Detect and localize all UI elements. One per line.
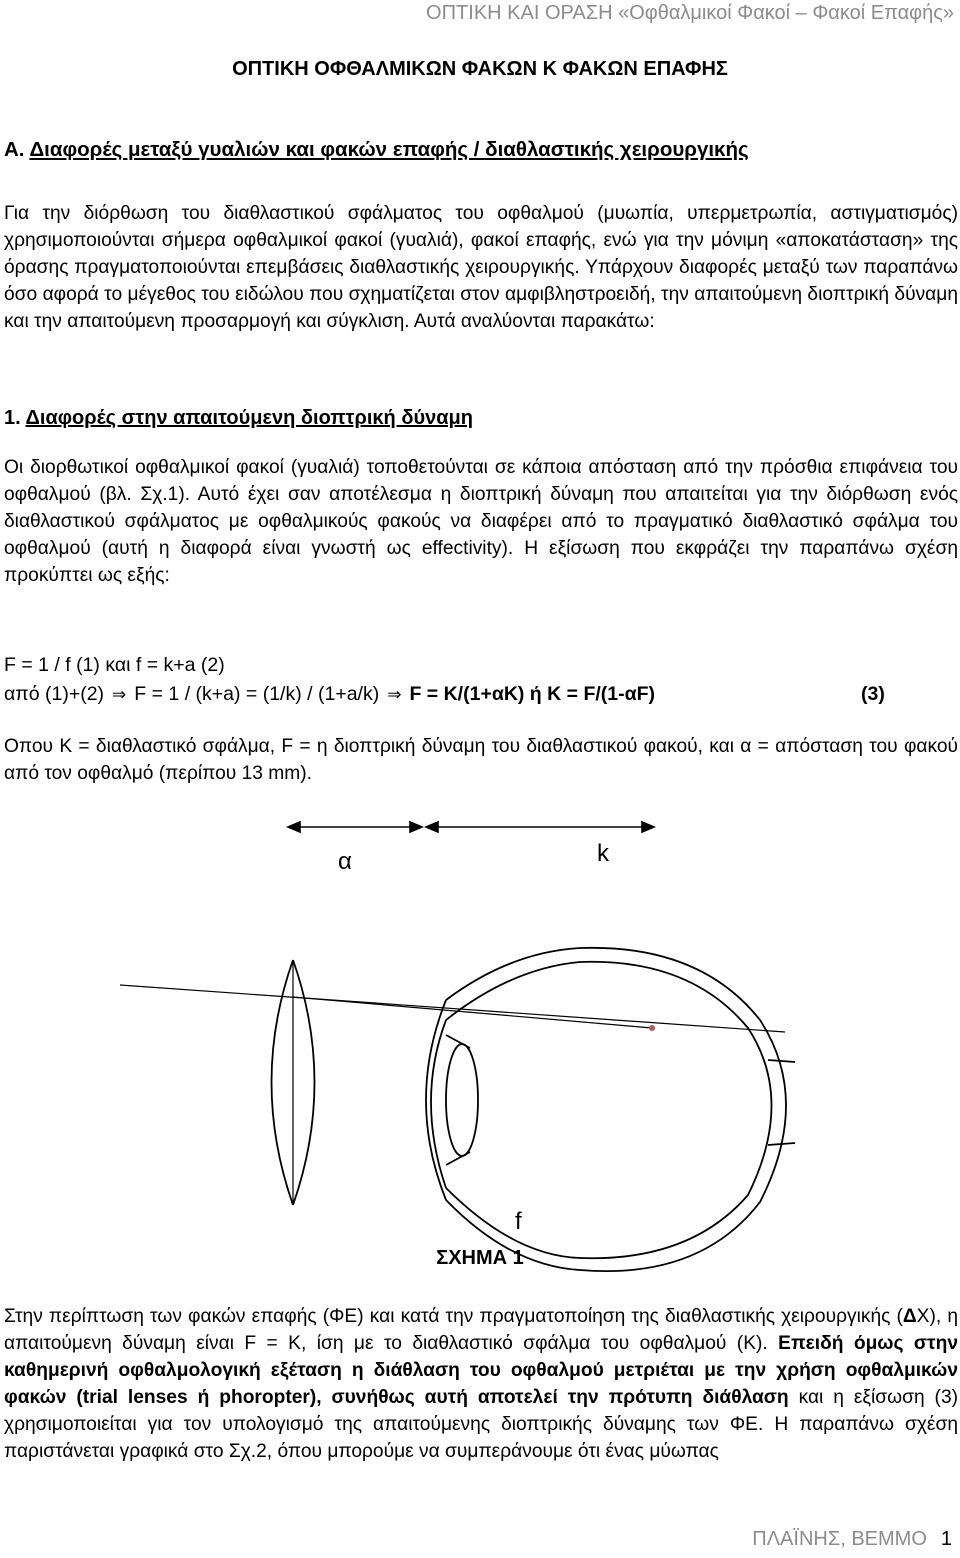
subsection-heading-text: Διαφορές στην απαιτούμενη διοπτρική δύναμη <box>25 407 473 429</box>
rays <box>120 985 785 1032</box>
equation-1: F = 1 / f (1) και f = k+a (2) <box>4 654 225 676</box>
dimension-arrows <box>288 822 654 832</box>
implies-arrow-icon: ⇒ <box>112 685 127 704</box>
p4-text-2: και η εξίσωση (3) χρησιμοποιείται για τον υπολογισμό της απαιτούμενης διοπτρικής δύναμης των ΦΕ. Η παραπάνω σχέση παριστάνεται γραφικά στο Σχ.2, όπου μπορούμε να συμπεράνουμε ότι ένας μύωπας <box>4 1387 959 1462</box>
equation-number: (3) <box>861 683 885 705</box>
label-k: k <box>597 840 609 867</box>
figure-caption: ΣΧΗΜΑ 1 <box>436 1247 524 1269</box>
section-number: Α. <box>4 138 25 161</box>
page-title: ΟΠΤΙΚΗ ΟΦΘΑΛΜΙΚΩΝ ΦΑΚΩΝ Κ ΦΑΚΩΝ ΕΠΑΦΗΣ <box>232 58 728 80</box>
p4-bold-delta: Δ <box>902 1306 917 1327</box>
page-footer <box>752 1528 952 1551</box>
subsection-number: 1. <box>4 407 21 429</box>
figure-1 <box>0 800 960 1300</box>
equation-2-part1: από (1)+(2) <box>4 683 105 705</box>
p4-bold-text: Επειδή όμως στην καθημερινή οφθαλμολογική εξέταση η διάθλαση του οφθαλμού μετριέται με την χρήση οφθαλμικών φακών (trial lenses ή phoropter), συνήθως αυτή αποτελεί την πρότυπη διάθλαση <box>4 1333 959 1408</box>
arrowhead-left-icon <box>288 822 300 832</box>
focal-point-icon <box>649 1025 655 1031</box>
p4-text-dx: Χ), η απαιτούμενη δύναμη είναι F = K, ίση με το διαθλαστικό σφάλμα του οφθαλμού (K). <box>4 1306 958 1354</box>
equation-2-result: F = K/(1+αK) ή K = F/(1-αF) <box>409 683 655 705</box>
contact-lens-paragraph <box>4 1303 958 1465</box>
implies-arrow-icon: ⇒ <box>387 685 402 704</box>
footer-authors: ΠΛΑΪΝΗΣ, ΒΕΜΜΟ <box>752 1528 927 1550</box>
eye-lens-diagram <box>0 800 960 1300</box>
arrowhead-left-icon <box>426 822 438 832</box>
sclera-outer <box>446 948 786 1271</box>
equation-2 <box>4 683 904 706</box>
section-heading <box>4 138 749 162</box>
section-heading-text: Διαφορές μεταξύ γυαλιών και φακών επαφής / διαθλαστικής χειρουργικής <box>29 138 749 161</box>
p4-text-1: Στην περίπτωση των φακών επαφής (ΦΕ) και κατά την πραγματοποίηση της διαθλαστικής χειρουργικής ( <box>4 1306 903 1327</box>
crystalline-lens <box>446 1044 478 1156</box>
optic-nerve-upper <box>768 1060 795 1062</box>
subsection-heading <box>4 407 473 430</box>
equation-2-part2: F = 1 / (k+a) = (1/k) / (1+a/k) <box>134 683 380 705</box>
label-a: α <box>338 848 352 875</box>
sclera-inner <box>446 962 772 1258</box>
label-f: f <box>515 1208 522 1235</box>
effectivity-paragraph: Οι διορθωτικοί οφθαλμικοί φακοί (γυαλιά) τοποθετούνται σε κάποια απόσταση από την πρόσθια επιφάνεια του οφθαλμού (βλ. Σχ.1). Αυτό έχει σαν αποτέλεσμα η διοπτρική δύναμη που απαιτείται για την διόρθωση ενός διαθλαστικού σφάλματος με οφθαλμικούς φακούς να διαφέρει από το πραγματικό διαθλαστικό σφάλμα του οφθαλμού (αυτή η διαφορά είναι γνωστή ως effectivity). Η εξίσωση που εκφράζει την παραπάνω σχέση προκύπτει ως εξής: <box>4 457 958 586</box>
page-number: 1 <box>940 1528 952 1550</box>
running-header: ΟΠΤΙΚΗ ΚΑΙ ΟΡΑΣΗ «Οφθαλμικοί Φακοί – Φακοί Επαφής» <box>426 2 954 24</box>
optic-nerve-lower <box>768 1143 795 1145</box>
definitions-paragraph: Οπου K = διαθλαστικό σφάλμα, F = η διοπτρική δύναμη του διαθλαστικού φακού, και α = απόσταση του φακού από τον οφθαλμό (περίπου 13 mm). <box>4 736 958 784</box>
intro-paragraph: Για την διόρθωση του διαθλαστικού σφάλματος του οφθαλμού (μυωπία, υπερμετρωπία, αστιγματισμός) χρησιμοποιούνται σήμερα οφθαλμικοί φακοί (γυαλιά), φακοί επαφής, ενώ για την μόνιμη «αποκατάσταση» της όρασης πραγματοποιούνται επεμβάσεις διαθλαστικής χειρουργικής. Υπάρχουν διαφορές μεταξύ των παραπάνω όσο αφορά το μέγεθος του ειδώλου που σχηματίζεται στον αμφιβληστροειδή, την απαιτούμενη διοπτρική δύναμη και την απαιτούμενη προσαρμογή και σύγκλιση. Αυτά αναλύονται παρακάτω: <box>4 203 958 332</box>
arrowhead-right-icon <box>410 822 422 832</box>
ray-incoming <box>120 985 785 1032</box>
eye-globe <box>426 948 795 1271</box>
arrowhead-right-icon <box>642 822 654 832</box>
